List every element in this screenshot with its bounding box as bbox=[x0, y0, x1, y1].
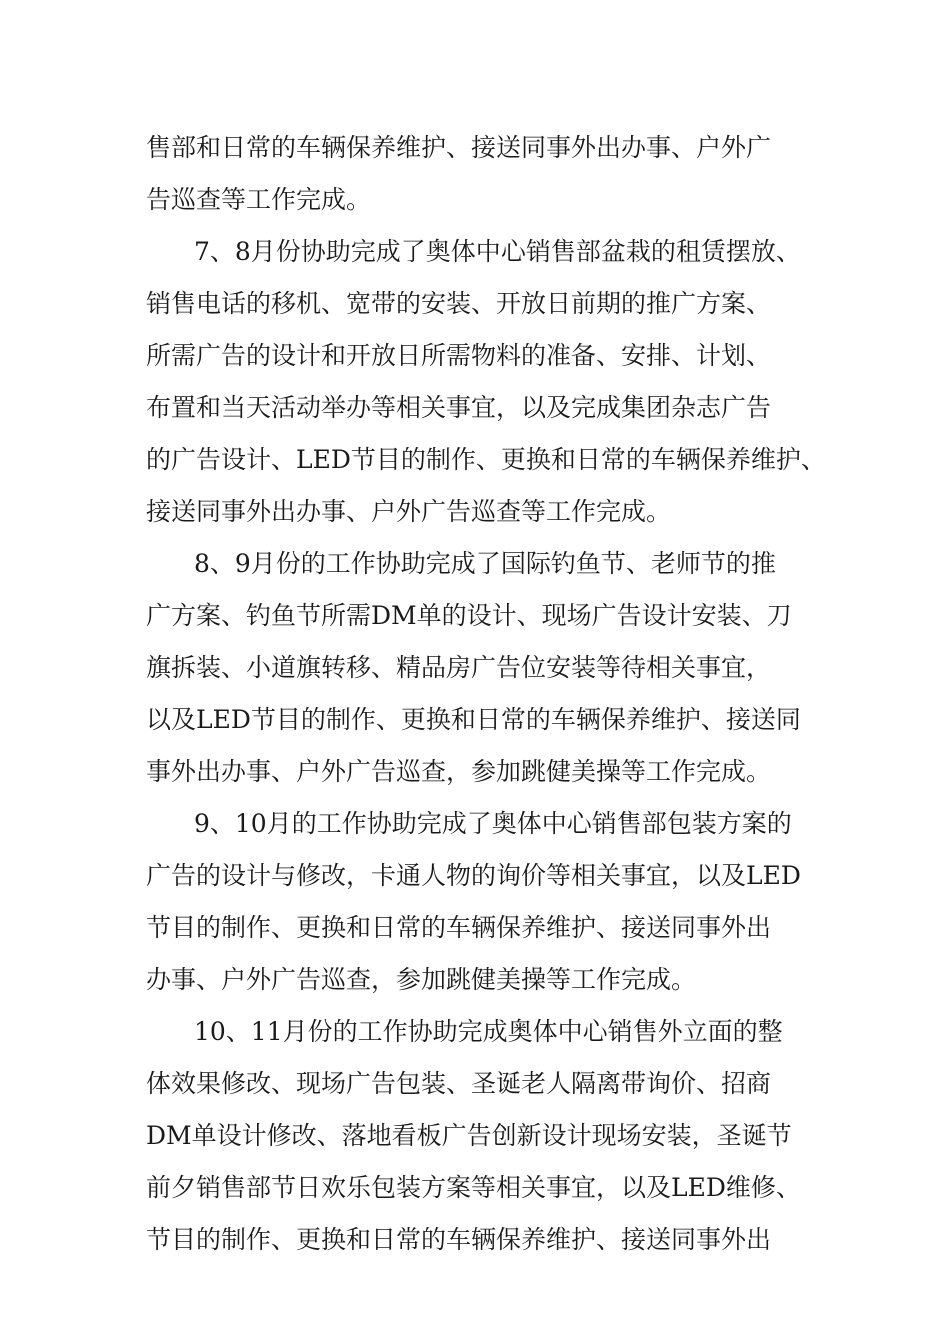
text-line: 销售电话的移机、宽带的安装、开放日前期的推广方案、 bbox=[146, 289, 772, 318]
text-line: 布置和当天活动举办等相关事宜，以及完成集团杂志广告 bbox=[146, 393, 772, 422]
text-line: 以及LED节目的制作、更换和日常的车辆保养维护、接送同 bbox=[146, 705, 801, 734]
text-line: 广告的设计与修改，卡通人物的询价等相关事宜，以及LED bbox=[146, 861, 801, 890]
text-line: 旗拆装、小道旗转移、精品房广告位安装等待相关事宜， bbox=[146, 653, 772, 682]
paragraph-start-line: 7、8月份协助完成了奥体中心销售部盆栽的租赁摆放、 bbox=[194, 237, 801, 266]
text-line: 的广告设计、LED节目的制作、更换和日常的车辆保养维护、 bbox=[146, 445, 826, 474]
text-line: 告巡查等工作完成。 bbox=[146, 185, 372, 214]
text-line: 节目的制作、更换和日常的车辆保养维护、接送同事外出 bbox=[146, 913, 772, 942]
text-line: 售部和日常的车辆保养维护、接送同事外出办事、户外广 bbox=[146, 133, 772, 162]
text-line: DM单设计修改、落地看板广告创新设计现场安装，圣诞节 bbox=[146, 1121, 792, 1150]
paragraph-start-line: 9、10月的工作协助完成了奥体中心销售部包装方案的 bbox=[194, 809, 792, 838]
text-line: 事外出办事、户外广告巡查，参加跳健美操等工作完成。 bbox=[146, 757, 772, 786]
text-line: 办事、户外广告巡查，参加跳健美操等工作完成。 bbox=[146, 965, 697, 994]
text-line: 广方案、钓鱼节所需DM单的设计、现场广告设计安装、刀 bbox=[146, 601, 792, 630]
text-line: 节目的制作、更换和日常的车辆保养维护、接送同事外出 bbox=[146, 1225, 772, 1254]
text-line: 前夕销售部节日欢乐包装方案等相关事宜，以及LED维修、 bbox=[146, 1173, 801, 1202]
text-line: 所需广告的设计和开放日所需物料的准备、安排、计划、 bbox=[146, 341, 772, 370]
paragraph-start-line: 10、11月份的工作协助完成奥体中心销售外立面的整 bbox=[194, 1017, 783, 1046]
text-line: 接送同事外出办事、户外广告巡查等工作完成。 bbox=[146, 497, 672, 526]
paragraph-start-line: 8、9月份的工作协助完成了国际钓鱼节、老师节的推 bbox=[194, 549, 776, 578]
text-line: 体效果修改、现场广告包装、圣诞老人隔离带询价、招商 bbox=[146, 1069, 772, 1098]
